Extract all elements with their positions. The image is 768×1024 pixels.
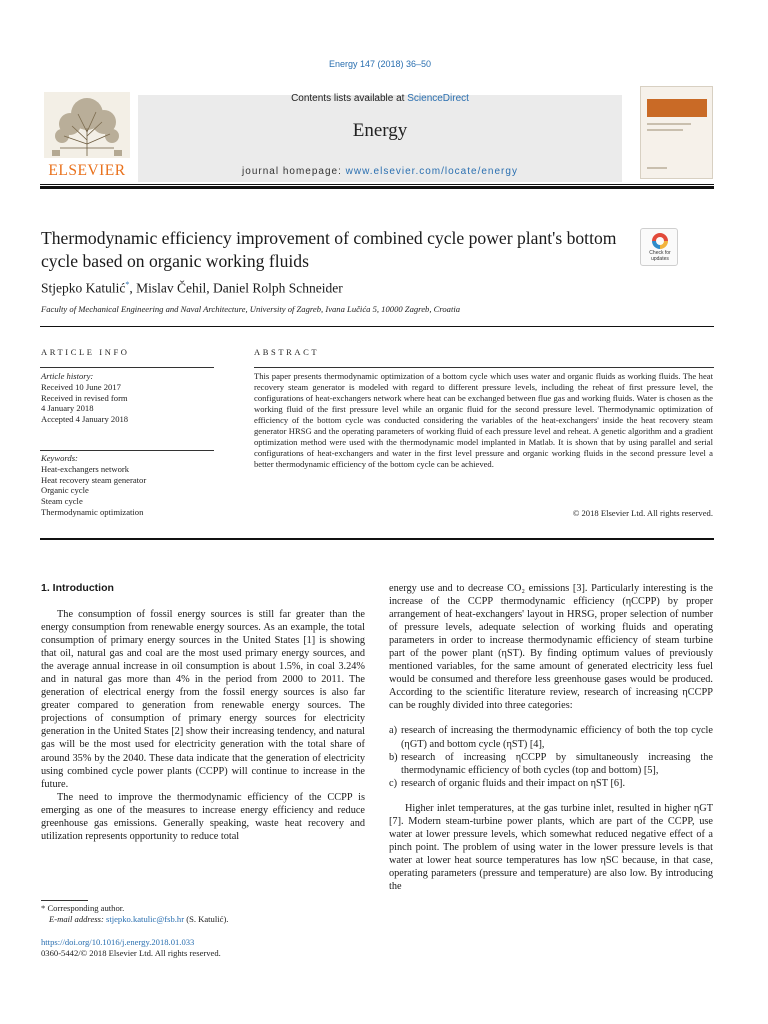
- corresponding-author-note: Corresponding author.: [47, 903, 125, 913]
- author-name[interactable]: Mislav Čehil: [136, 280, 207, 296]
- contents-available-line: [138, 93, 622, 104]
- history-label: Article history:: [41, 371, 94, 381]
- journal-title: Energy: [352, 120, 408, 141]
- keywords-block: [41, 453, 146, 518]
- journal-cover-thumbnail[interactable]: [640, 86, 713, 179]
- list-marker: a): [389, 725, 397, 737]
- journal-citation[interactable]: Energy 147 (2018) 36–50: [328, 59, 432, 69]
- keyword-item: Heat recovery steam generator: [41, 474, 147, 485]
- contents-prefix: Contents lists available at: [291, 93, 408, 104]
- list-item: [389, 751, 713, 777]
- author-name[interactable]: Daniel Rolph Schneider: [213, 280, 343, 296]
- list-item: [389, 724, 713, 750]
- corresponding-author-mark[interactable]: *: [125, 280, 130, 289]
- elsevier-logo[interactable]: [40, 88, 134, 180]
- list-item-text: research of organic fluids and their impact on ηST [6].: [401, 777, 626, 789]
- keyword-item: Heat-exchangers network: [41, 463, 130, 474]
- history-item: 4 January 2018: [41, 403, 94, 414]
- keywords-rule: [40, 450, 214, 451]
- email-label: E-mail address:: [49, 913, 106, 924]
- issn-copyright: 0360-5442/© 2018 Elsevier Ltd. All rights reserved.: [41, 948, 221, 958]
- abstract-copyright: © 2018 Elsevier Ltd. All rights reserved.: [572, 508, 713, 518]
- affiliation: Faculty of Mechanical Engineering and Naval Architecture, University of Zagreb, Ivana Lučića 5, 10000 Zagreb, Croatia: [41, 304, 461, 314]
- cover-line: [647, 129, 683, 131]
- cover-line: [647, 167, 667, 169]
- footnote: [41, 903, 228, 924]
- list-item-text: research of increasing ηCCPP by simultaneously increasing the thermodynamic efficiency of both cycles (top and bottom) [5],: [401, 751, 713, 776]
- header-divider: [40, 326, 714, 327]
- homepage-link[interactable]: www.elsevier.com/locate/energy: [345, 166, 518, 177]
- list-item-text: research of increasing the thermodynamic efficiency of both the top cycle (ηGT) and bottom cycle (ηST) [4],: [401, 725, 713, 750]
- crossmark-icon: [652, 233, 668, 249]
- doi-link[interactable]: https://doi.org/10.1016/j.energy.2018.01.033: [41, 937, 195, 947]
- abstract-heading: ABSTRACT: [254, 347, 320, 357]
- homepage-prefix: journal homepage:: [242, 166, 346, 177]
- cover-title-band: [647, 99, 707, 117]
- list-marker: b): [389, 751, 398, 763]
- email-suffix: (S. Katulić).: [184, 913, 229, 924]
- footnote-rule: [41, 900, 88, 901]
- intro-paragraph-3: energy use and to decrease CO₂ emissions [3]. Particularly interesting is the increase of the CCPP thermodynamic efficiency (ηCCPP) by proper arrangement of heat-exchangers' layout in HRSG, proper selection of number of pressure levels, adequate selection of working fluids and operating parameters in order to increase thermodynamic efficiency of steam turbine part of the power plant (ηST). By finding optimum values of previously mentioned variables, for the same amount of generated electricity less fuel would be consumed and therefore less greenhouse gases would be produced. According to the scientific literature review, research of increasing ηCCPP can be roughly divided into three categories:: [389, 583, 713, 712]
- abstract-bottom-rule: [40, 538, 714, 540]
- keyword-item: Thermodynamic optimization: [41, 506, 144, 517]
- list-marker: c): [389, 777, 397, 789]
- author-list: Stjepko Katulić*, Mislav Čehil, Daniel Rolph Schneider: [41, 280, 343, 296]
- author-name[interactable]: Stjepko Katulić: [41, 280, 126, 296]
- sciencedirect-link[interactable]: ScienceDirect: [407, 93, 469, 104]
- body-column-left: [41, 608, 365, 843]
- article-info-rule: [40, 367, 214, 368]
- check-for-updates-button[interactable]: [640, 228, 678, 266]
- keyword-item: Organic cycle: [41, 485, 89, 496]
- intro-paragraph-2: The need to improve the thermodynamic efficiency of the CCPP is emerging as one of the measures to increase energy efficiency and reduce greenhouse gas emissions. Generally speaking, waste heat recovery and utilization represents opportunity to reduce total: [41, 791, 365, 842]
- author-email-link[interactable]: stjepko.katulic@fsb.hr: [105, 913, 185, 924]
- keyword-item: Steam cycle: [41, 496, 83, 507]
- abstract-text: This paper presents thermodynamic optimization of a bottom cycle which uses water and organic fluids as working fluids. The heat recovery steam generator is modeled with regard to different pressure levels, including the reheat of first pressure level, the configurations of heat-exchangers network where heat can be exchanged between flue gas and working fluids. Water is chosen as the working fluid of the first pressure level while an organic fluid for the second pressure level. Thermodynamic optimization of efficiency of the bottom cycle was conducted considering the variables of the heat-exchangers' inside the heat recovery steam generator HRSG and the operating parameters of working fluid of each pressure level and reheat. A genetic algorithm and a gradient optimization method were used with the thermodynamic model implanted in Matlab. It is shown that by using parallel and serial configurations of heat-exchangers and water in the first level pressure and organic working fluids in the second pressure level a better thermodynamic efficiency of the bottom cycle can be achieved.: [254, 371, 713, 469]
- masthead-rule-thick: [40, 186, 714, 189]
- intro-paragraph-1: The consumption of fossil energy sources is still far greater than the energy consumption from renewable energy sources. As an example, the total consumption of primary energy sources in the United States [1] is showing that oil, natural gas and coal are the most used primary energy sources, and the average annual increase in oil consumption is about 1.5%, in coal 3.24% and in natural gas more than 4% in the period from 2000 to 2011. The generation of electrical energy from the fossil energy sources is also far greater compared to generation from renewable energy sources. The projections of consumption of primary energy sources for electricity generation in the United States [2] show their increasing tendency, and natural gas will be the most used for electricity generation with the total share of around 35% by the 2040. These data indicate that the generation of electricity using combined cycle power plants (CCPP) will continue to increase in the future.: [41, 609, 365, 790]
- masthead-rule-thin: [40, 184, 714, 185]
- footnote-mark: *: [41, 903, 46, 913]
- publisher-wordmark: ELSEVIER: [48, 162, 126, 179]
- body-column-right: [389, 582, 713, 893]
- journal-homepage-line: [138, 166, 622, 177]
- paper-title: Thermodynamic efficiency improvement of combined cycle power plant's bottom cycle based on organic working fluids: [41, 228, 617, 271]
- article-history: [41, 371, 128, 425]
- history-item: Received in revised form: [41, 392, 128, 403]
- check-updates-label: Check for updates: [649, 250, 671, 262]
- history-item: Received 10 June 2017: [41, 381, 121, 392]
- abstract-rule: [254, 367, 714, 368]
- intro-paragraph-4: Higher inlet temperatures, at the gas turbine inlet, resulted in higher ηGT [7]. Modern steam-turbine power plants, which are part of the CCPP, use water at lower pressure levels, which somewhat reduced negative effect of a pinch point. The problem of using water in the lower pressure levels is that water at lower heat source temperatures has low ηSC because, in that case, operating parameters (pressure and temperature) are also low. By introducing the: [389, 802, 713, 892]
- cover-line: [647, 123, 691, 125]
- article-info-heading: ARTICLE INFO: [41, 347, 130, 357]
- section-heading-introduction: 1. Introduction: [41, 582, 114, 594]
- list-item: [389, 777, 713, 790]
- history-item: Accepted 4 January 2018: [41, 414, 129, 425]
- keywords-label: Keywords:: [41, 453, 78, 463]
